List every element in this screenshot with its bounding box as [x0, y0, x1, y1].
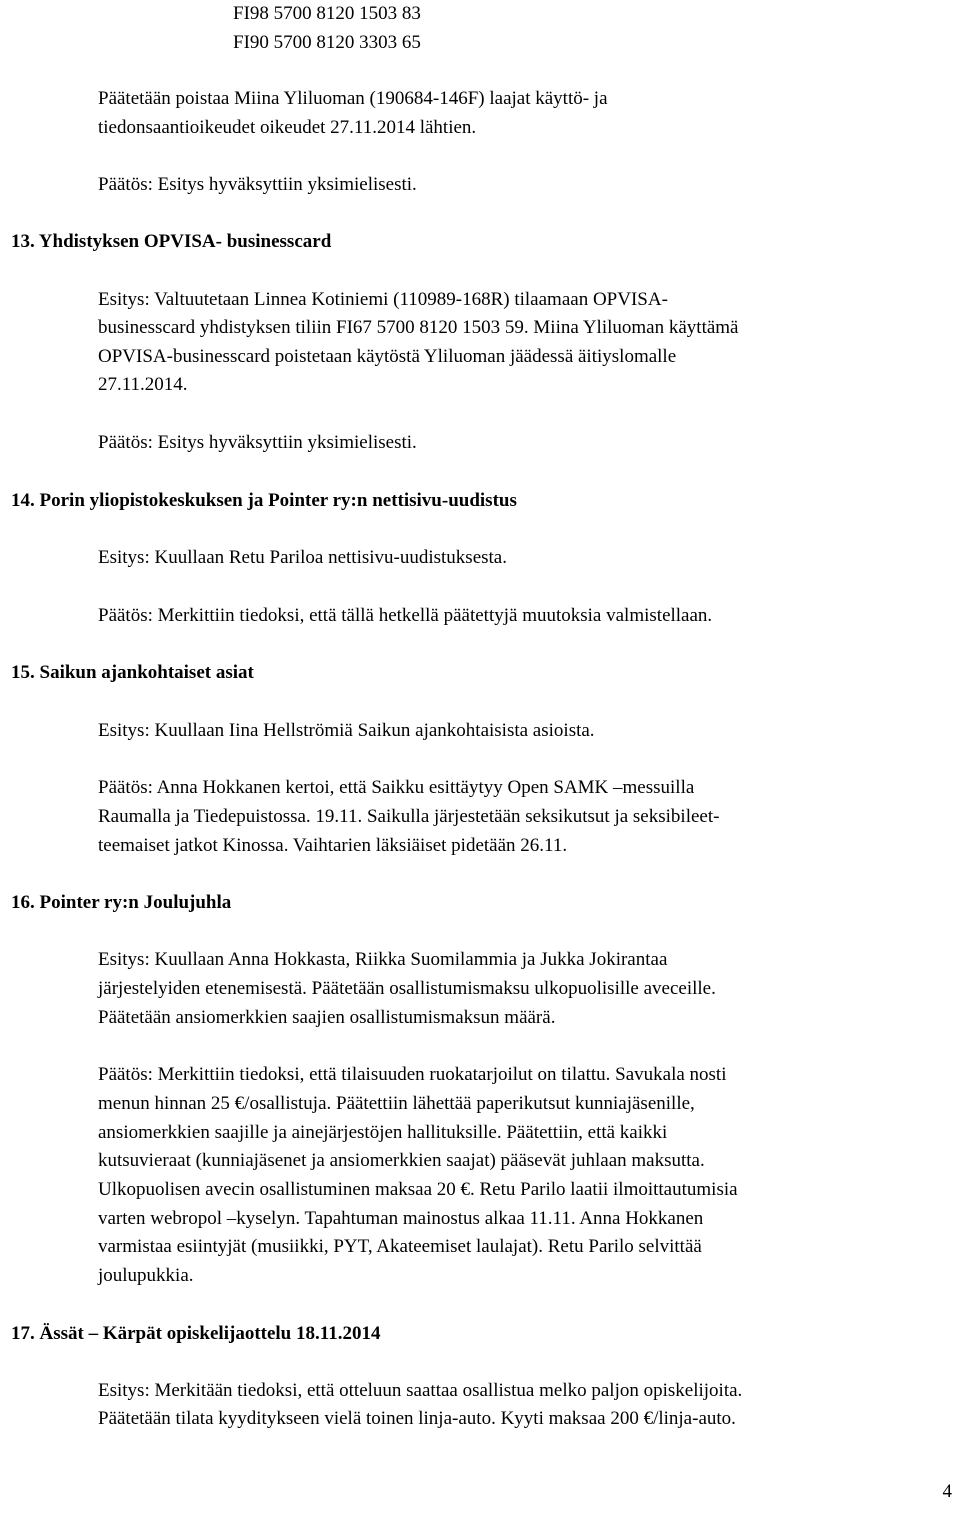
proposal-line: Esitys: Kuullaan Anna Hokkasta, Riikka Suomilammia ja Jukka Jokirantaa — [98, 949, 668, 970]
item-heading — [11, 661, 254, 685]
item-title: Yhdistyksen OPVISA- businesscard — [38, 231, 332, 252]
decision-line: varmistaa esiintyjät (musiikki, PYT, Akateemiset laulajat). Retu Parilo selvittää — [98, 1236, 702, 1257]
proposal-line: järjestelyiden etenemisestä. Päätetään osallistumismaksu ulkopuolisille aveceille. — [98, 978, 716, 999]
decision-line: ansiomerkkien saajille ja ainejärjestöjen hallituksille. Päätettiin, että kaikki — [98, 1122, 668, 1143]
decision-line: Ulkopuolisen avecin osallistuminen maksaa 20 €. Retu Parilo laatii ilmoittautumisia — [98, 1179, 738, 1200]
decision-line: teemaiset jatkot Kinossa. Vaihtarien läksiäiset pidetään 26.11. — [98, 835, 568, 856]
proposal-line: 27.11.2014. — [98, 374, 188, 395]
decision-line: Päätös: Esitys hyväksyttiin yksimielisesti. — [98, 432, 417, 453]
item-title: Pointer ry:n Joulujuhla — [39, 892, 232, 913]
item-heading — [11, 230, 331, 254]
item-title: Saikun ajankohtaiset asiat — [39, 662, 254, 683]
proposal-line: Esitys: Kuullaan Retu Pariloa nettisivu-uudistuksesta. — [98, 547, 507, 568]
proposal-line: Esitys: Kuullaan Iina Hellströmiä Saikun ajankohtaisista asioista. — [98, 720, 595, 741]
decision-line: menun hinnan 25 €/osallistuja. Päätettiin lähettää paperikutsut kunniajäsenille, — [98, 1093, 695, 1114]
item-heading — [11, 891, 231, 915]
decision-line: varten webropol –kyselyn. Tapahtuman mainostus alkaa 11.11. Anna Hokkanen — [98, 1208, 704, 1229]
item-number: 15. — [11, 662, 35, 683]
decision-line: Päätös: Merkittiin tiedoksi, että tilaisuuden ruokatarjoilut on tilattu. Savukala nosti — [98, 1064, 727, 1085]
bank-account-2: FI90 5700 8120 3303 65 — [233, 32, 421, 53]
intro-line: tiedonsaantioikeudet oikeudet 27.11.2014 lähtien. — [98, 117, 477, 138]
item-title: Porin yliopistokeskuksen ja Pointer ry:n nettisivu-uudistus — [39, 490, 517, 511]
decision-line: Raumalla ja Tiedepuistossa. 19.11. Saikulla järjestetään seksikutsut ja seksibileet- — [98, 806, 720, 827]
decision-line: Päätös: Anna Hokkanen kertoi, että Saikku esittäytyy Open SAMK –messuilla — [98, 777, 695, 798]
decision-line: kutsuvieraat (kunniajäsenet ja ansiomerkkien saajat) pääsevät juhlaan maksutta. — [98, 1150, 705, 1171]
proposal-line: Esitys: Valtuutetaan Linnea Kotiniemi (110989-168R) tilaamaan OPVISA- — [98, 289, 668, 310]
item-heading — [11, 1322, 380, 1346]
decision-line: Päätös: Merkittiin tiedoksi, että tällä hetkellä päätettyjä muutoksia valmistellaan. — [98, 605, 713, 626]
intro-decision: Päätös: Esitys hyväksyttiin yksimielisesti. — [98, 174, 417, 195]
proposal-line: OPVISA-businesscard poistetaan käytöstä Yliluoman jäädessä äitiyslomalle — [98, 346, 677, 367]
page-number: 4 — [942, 1481, 952, 1502]
proposal-line: Esitys: Merkitään tiedoksi, että otteluun saattaa osallistua melko paljon opiskelijoita. — [98, 1380, 743, 1401]
item-heading — [11, 489, 517, 513]
item-number: 16. — [11, 892, 35, 913]
bank-account-1: FI98 5700 8120 1503 83 — [233, 3, 421, 24]
proposal-line: Päätetään ansiomerkkien saajien osallistumismaksun määrä. — [98, 1007, 556, 1028]
item-number: 17. — [11, 1323, 35, 1344]
item-title: Ässät – Kärpät opiskelijaottelu 18.11.2014 — [39, 1323, 381, 1344]
proposal-line: businesscard yhdistyksen tiliin FI67 5700 8120 1503 59. Miina Yliluoman käyttämä — [98, 317, 739, 338]
decision-line: joulupukkia. — [98, 1265, 194, 1286]
intro-line: Päätetään poistaa Miina Yliluoman (190684-146F) laajat käyttö- ja — [98, 88, 608, 109]
proposal-line: Päätetään tilata kyyditykseen vielä toinen linja-auto. Kyyti maksaa 200 €/linja-auto. — [98, 1408, 736, 1429]
item-number: 13. — [11, 231, 35, 252]
item-number: 14. — [11, 490, 35, 511]
